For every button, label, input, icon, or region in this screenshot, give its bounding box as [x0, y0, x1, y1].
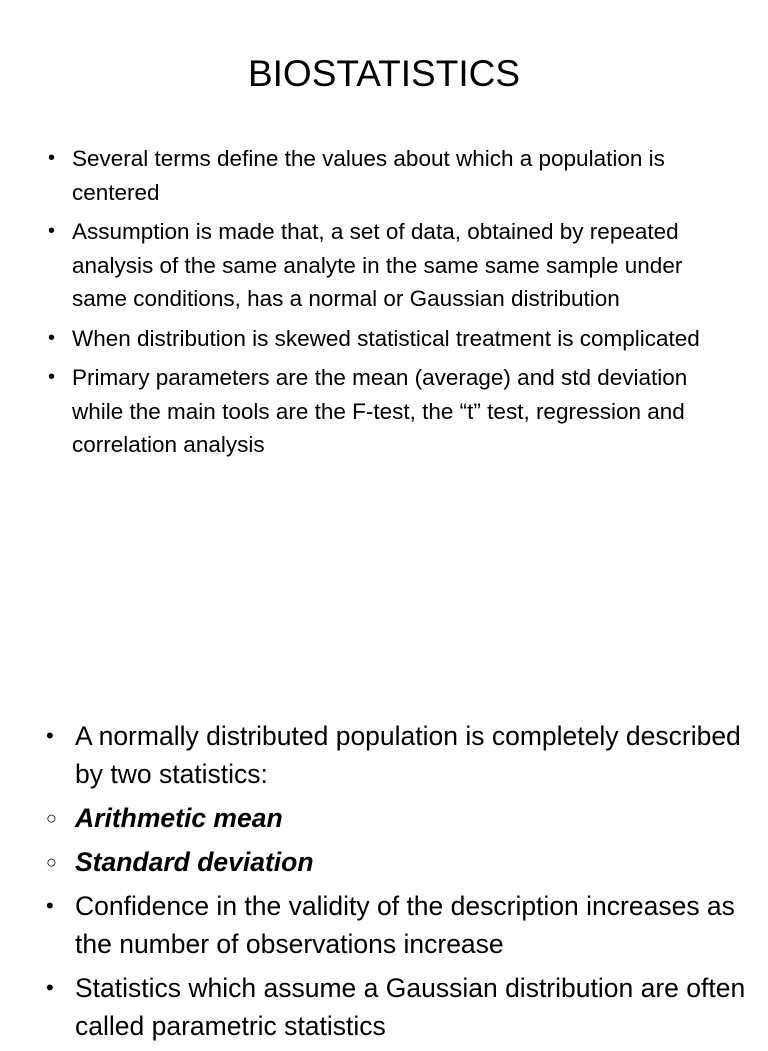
bullet-icon: • [46, 723, 54, 748]
list-item-text: A normally distributed population is completely described by two statistics: [75, 721, 741, 789]
bullet-icon: • [48, 147, 56, 169]
list-item-text: Assumption is made that, a set of data, obtained by repeated analysis of the same analyte in the same same sample under same conditions, has a normal or Gaussian distribution [72, 219, 683, 311]
list-item-text: Several terms define the values about which a population is centered [72, 146, 665, 205]
hollow-circle-icon: ○ [46, 852, 57, 872]
bullet-icon: • [48, 220, 56, 242]
bullet-icon: • [48, 366, 56, 388]
list-item-text: Primary parameters are the mean (average) and std deviation while the main tools are the F-test, the “t” test, regression and correlation analysis [72, 365, 688, 457]
slide-normal-distribution [0, 700, 768, 1041]
list-item-text: Confidence in the validity of the description increases as the number of observations increase [75, 891, 735, 959]
list-item-text: Statistics which assume a Gaussian distribution are often called parametric statistics [75, 973, 746, 1041]
bullet-list [48, 142, 728, 468]
bullet-icon: • [48, 326, 56, 349]
hollow-circle-icon: ○ [46, 808, 57, 828]
bullet-icon: • [46, 893, 54, 918]
sub-list-item [46, 799, 746, 837]
bullet-icon: • [46, 975, 54, 1000]
sub-list-item [46, 843, 746, 881]
list-item [48, 215, 728, 316]
list-item [48, 361, 728, 462]
list-item [46, 969, 746, 1045]
bullet-list [46, 717, 746, 1051]
list-item-text: When distribution is skewed statistical treatment is complicated [72, 325, 700, 351]
list-item-text: Standard deviation [75, 847, 314, 877]
list-item-text: Arithmetic mean [75, 803, 283, 833]
list-item [46, 887, 746, 963]
list-item [48, 142, 728, 209]
list-item [46, 717, 746, 793]
slide-title: BIOSTATISTICS [247, 53, 521, 94]
list-item [48, 322, 728, 356]
